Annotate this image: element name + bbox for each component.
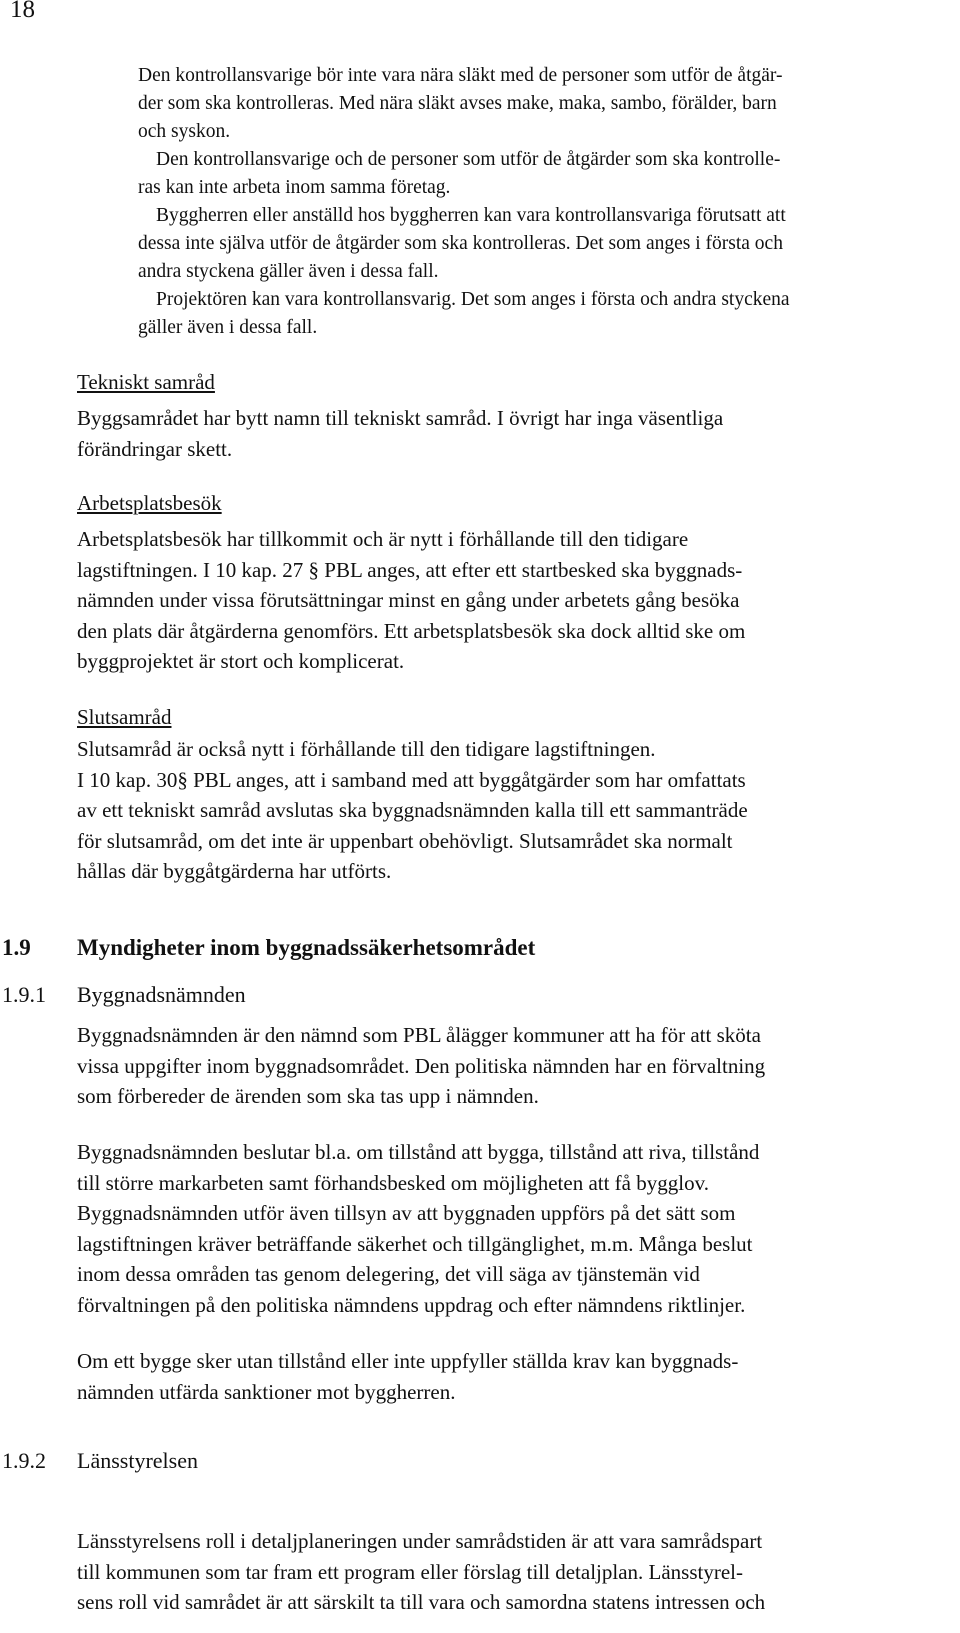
text-line: till kommunen som tar fram ett program eller förslag till detaljplan. Länsstyrel-	[77, 1559, 743, 1584]
section-title: Byggnadsnämnden	[77, 982, 246, 1007]
text-line: av ett tekniskt samråd avslutas ska byggnadsnämnden kalla till ett sammanträde	[77, 798, 748, 822]
text-line: Den kontrollansvarige och de personer som utför de åtgärder som ska kontrolle-	[156, 149, 781, 170]
text-line: sens roll vid samrådet är att särskilt ta till vara och samordna statens intressen och	[77, 1590, 766, 1614]
section-number: 1.9.2	[2, 1448, 46, 1473]
section-title: Myndigheter inom byggnadssäkerhetsområdet	[77, 935, 536, 960]
text-line: Byggherren eller anställd hos byggherren kan vara kontrollansvariga förutsatt att	[156, 205, 786, 226]
text-line: I 10 kap. 30§ PBL anges, att i samband med att byggåtgärder som har omfattats	[77, 767, 746, 792]
text-line: Byggnadsnämnden är den nämnd som PBL ålägger kommuner att ha för att sköta	[77, 1023, 761, 1047]
text-line: hållas där byggåtgärderna har utförts.	[77, 859, 392, 883]
tekniskt-paragraph	[77, 403, 934, 464]
byggnadsnamnden-paragraph-3	[77, 1346, 934, 1407]
text-line: nämnden under vissa förutsättningar minst en gång under arbetets gång besöka	[77, 588, 740, 612]
arbetsplats-paragraph	[77, 524, 934, 677]
text-line: dessa inte själva utför de åtgärder som ska kontrolleras. Det som anges i första och	[138, 233, 783, 254]
section-number: 1.9.1	[2, 982, 46, 1007]
byggnadsnamnden-paragraph-2	[77, 1137, 934, 1320]
text-line: Byggnadsnämnden beslutar bl.a. om tillstånd att bygga, tillstånd att riva, tillstånd	[77, 1140, 760, 1164]
subheading: Tekniskt samråd	[77, 370, 215, 394]
text-line: ras kan inte arbeta inom samma företag.	[138, 177, 451, 198]
text-line: Slutsamråd är också nytt i förhållande till den tidigare lagstiftningen.	[77, 737, 656, 761]
quote-paragraph-2	[138, 146, 930, 202]
text-line: Arbetsplatsbesök har tillkommit och är nytt i förhållande till den tidigare	[77, 527, 689, 551]
text-line: för slutsamråd, om det inte är uppenbart obehövligt. Slutsamrådet ska normalt	[77, 828, 733, 853]
page-number: 18	[10, 0, 35, 23]
text-line: till större markarbeten samt förhandsbesked om möjligheten att få bygglov.	[77, 1170, 709, 1195]
text-line: lagstiftningen kräver beträffande säkerhet och tillgänglighet, m.m. Många beslut	[77, 1231, 753, 1256]
slutsamrad-paragraph	[77, 734, 934, 887]
arbetsplats-heading	[77, 488, 934, 519]
text-line: inom dessa områden tas genom delegering, det vill säga av tjänstemän vid	[77, 1262, 700, 1286]
text-line: den plats där åtgärderna genomförs. Ett arbetsplatsbesök ska dock alltid ske om	[77, 618, 746, 643]
text-line: Byggnadsnämnden utför även tillsyn av att byggnaden uppförs på det sätt som	[77, 1201, 736, 1225]
text-line: der som ska kontrolleras. Med nära släkt avses make, maka, sambo, förälder, barn	[138, 93, 777, 114]
text-line: gäller även i dessa fall.	[138, 317, 318, 338]
text-line: Byggsamrådet har bytt namn till tekniskt samråd. I övrigt har inga väsentliga	[77, 406, 724, 430]
text-line: och syskon.	[138, 121, 231, 142]
text-line: lagstiftningen. I 10 kap. 27 § PBL anges, att efter ett startbesked ska byggnads-	[77, 557, 743, 582]
text-line: Om ett bygge sker utan tillstånd eller inte uppfyller ställda krav kan byggnads-	[77, 1349, 739, 1373]
text-line: byggprojektet är stort och komplicerat.	[77, 649, 405, 673]
quote-paragraph-3	[138, 202, 930, 286]
text-line: förvaltningen på den politiska nämndens uppdrag och efter nämndens riktlinjer.	[77, 1292, 746, 1317]
text-line: Länsstyrelsens roll i detaljplaneringen under samrådstiden är att vara samrådspart	[77, 1529, 763, 1553]
subheading: Arbetsplatsbesök	[77, 491, 222, 515]
byggnadsnamnden-paragraph-1	[77, 1020, 934, 1112]
text-line: som förbereder de ärenden som ska tas upp i nämnden.	[77, 1084, 539, 1108]
text-line: förändringar skett.	[77, 436, 233, 461]
text-line: Den kontrollansvarige bör inte vara nära släkt med de personer som utför de åtgär-	[138, 65, 783, 86]
lansstyrelsen-paragraph-1	[77, 1526, 934, 1618]
quote-paragraph-1	[138, 62, 930, 146]
text-line: andra styckena gäller även i dessa fall.	[138, 261, 439, 282]
section-number: 1.9	[2, 935, 31, 960]
quote-paragraph-4	[138, 286, 930, 342]
tekniskt-heading	[77, 367, 934, 398]
text-line: nämnden utfärda sanktioner mot byggherren.	[77, 1379, 456, 1404]
subheading: Slutsamråd	[77, 705, 172, 729]
text-line: vissa uppgifter inom byggnadsområdet. Den politiska nämnden har en förvaltning	[77, 1053, 766, 1078]
text-line: Projektören kan vara kontrollansvarig. Det som anges i första och andra styckena	[156, 289, 790, 310]
slutsamrad-heading	[77, 702, 934, 733]
section-title: Länsstyrelsen	[77, 1448, 198, 1473]
